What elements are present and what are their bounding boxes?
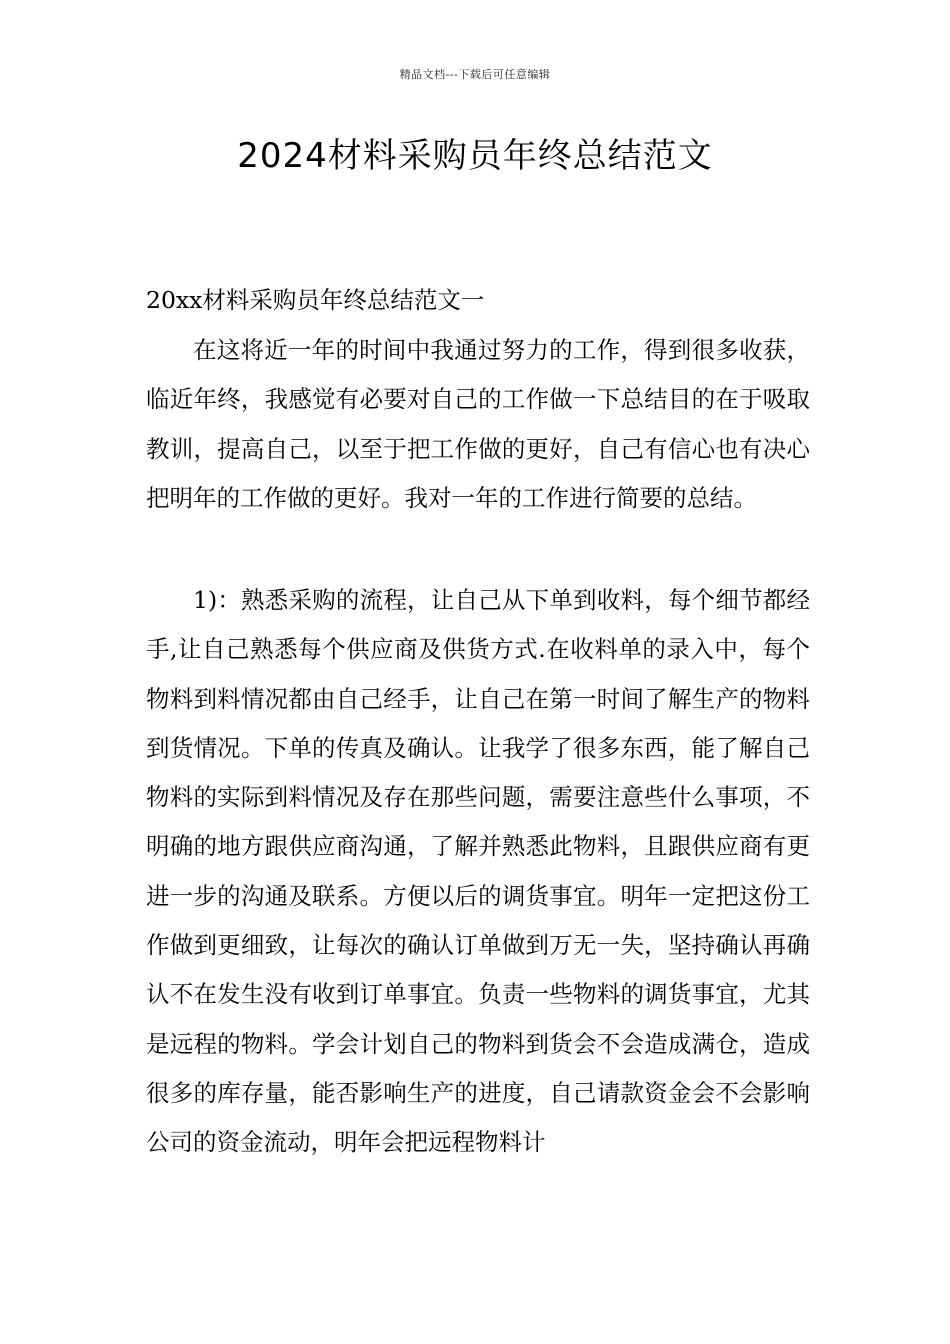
section-heading: 20xx材料采购员年终总结范文一 xyxy=(146,286,485,314)
document-title: 2024材料采购员年终总结范文 xyxy=(237,136,713,176)
paragraph-intro: 在这将近一年的时间中我通过努力的工作，得到很多收获，临近年终，我感觉有必要对自己的工作做一下总结目的在于吸取教训，提高自己，以至于把工作做的更好，自己有信心也有决心把明年的工作做的更好。我对一年的工作进行简要的总结。 xyxy=(146,336,810,512)
paragraph-item-1: 1)：熟悉采购的流程，让自己从下单到收料，每个细节都经手,让自己熟悉每个供应商及供货方式.在收料单的录入中，每个物料到料情况都由自己经手，让自己在第一时间了解生产的物料到货情况。下单的传真及确认。让我学了很多东西，能了解自己物料的实际到料情况及存在那些问题，需要注意些什么事项，不明确的地方跟供应商沟通，了解并熟悉此物料，且跟供应商有更进一步的沟通及联系。方便以后的调货事宜。明年一定把这份工作做到更细致，让每次的确认订单做到万无一失，坚持确认再确认不在发生没有收到订单事宜。负责一些物料的调货事宜，尤其是远程的物料。学会计划自己的物料到货会不会造成满仓，造成很多的库存量，能否影响生产的进度，自己请款资金会不会影响公司的资金流动，明年会把远程物料计 xyxy=(146,586,810,1157)
header-note: 精品文档---下载后可任意编辑 xyxy=(399,68,551,81)
